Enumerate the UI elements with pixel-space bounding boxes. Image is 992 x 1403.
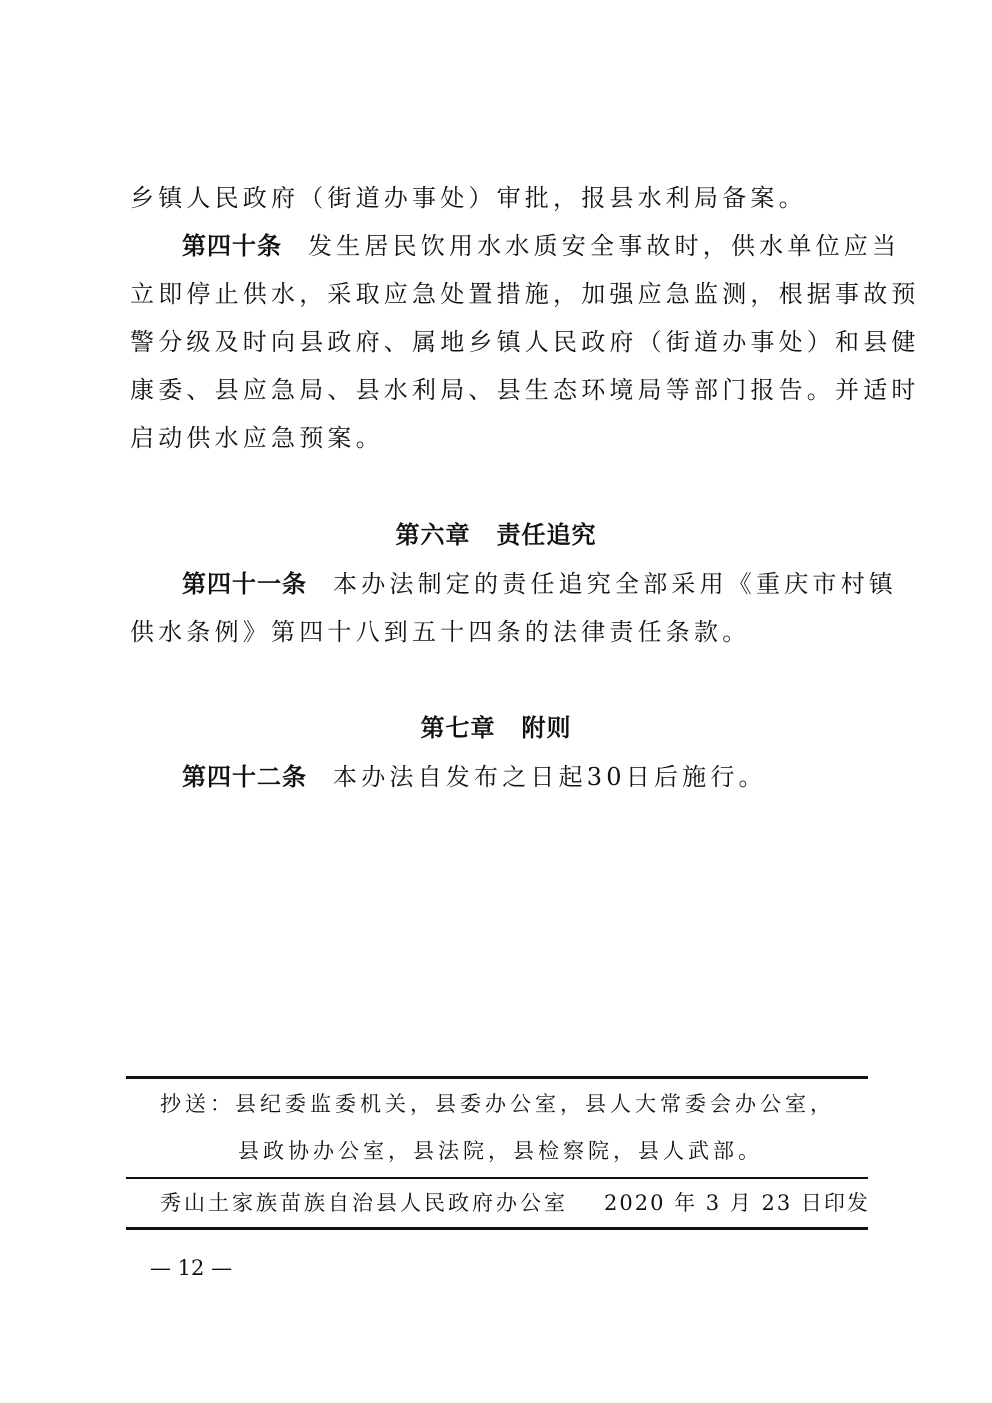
article-41-heading: 第四十一条 — [182, 569, 307, 598]
page-number: — 12 — — [150, 1256, 233, 1280]
article-40-first-line — [182, 226, 901, 266]
article-41-line-2: 供水条例》第四十八到五十四条的法律责任条款。 — [130, 618, 751, 646]
article-40-line-2: 立即停止供水，采取应急处置措施，加强应急监测，根据事故预 — [130, 280, 920, 308]
chapter-6-title: 责任追究 — [496, 520, 597, 549]
cc-line-2: 县政协办公室，县法院，县检察院，县人武部。 — [238, 1139, 763, 1163]
article-41-first-line — [182, 564, 897, 604]
article-40-line-5: 启动供水应急预案。 — [130, 424, 384, 452]
article-41-line-1: 本办法制定的责任追究全部采用《重庆市村镇 — [333, 570, 897, 598]
footer-bottom-rule — [126, 1227, 868, 1230]
article-40-line-3: 警分级及时向县政府、属地乡镇人民政府（街道办事处）和县健 — [130, 328, 920, 356]
chapter-7-title: 附则 — [521, 713, 572, 742]
cc-line-1: 抄送：县纪委监委机关，县委办公室，县人大常委会办公室， — [160, 1092, 835, 1116]
chapter-7-heading — [130, 708, 862, 748]
issuer-name: 秀山土家族苗族自治县人民政府办公室 — [160, 1191, 568, 1215]
chapter-7-number: 第七章 — [420, 713, 496, 742]
article-40-line-1: 发生居民饮用水水质安全事故时，供水单位应当 — [308, 232, 901, 260]
article-42-heading: 第四十二条 — [182, 762, 307, 791]
article-42-text: 本办法自发布之日起30日后施行。 — [333, 763, 767, 791]
article-40-line-4: 康委、县应急局、县水利局、县生态环境局等部门报告。并适时 — [130, 376, 920, 404]
article-40-heading: 第四十条 — [182, 231, 282, 260]
continuation-text: 乡镇人民政府（街道办事处）审批，报县水利局备案。 — [130, 184, 807, 212]
footer-middle-rule — [126, 1177, 868, 1179]
issue-date: 2020 年 3 月 23 日印发 — [604, 1191, 870, 1215]
chapter-6-number: 第六章 — [395, 520, 471, 549]
chapter-6-heading — [130, 515, 862, 555]
article-42-line — [182, 757, 862, 797]
continuation-line — [130, 178, 862, 218]
footer-top-rule — [126, 1076, 868, 1079]
